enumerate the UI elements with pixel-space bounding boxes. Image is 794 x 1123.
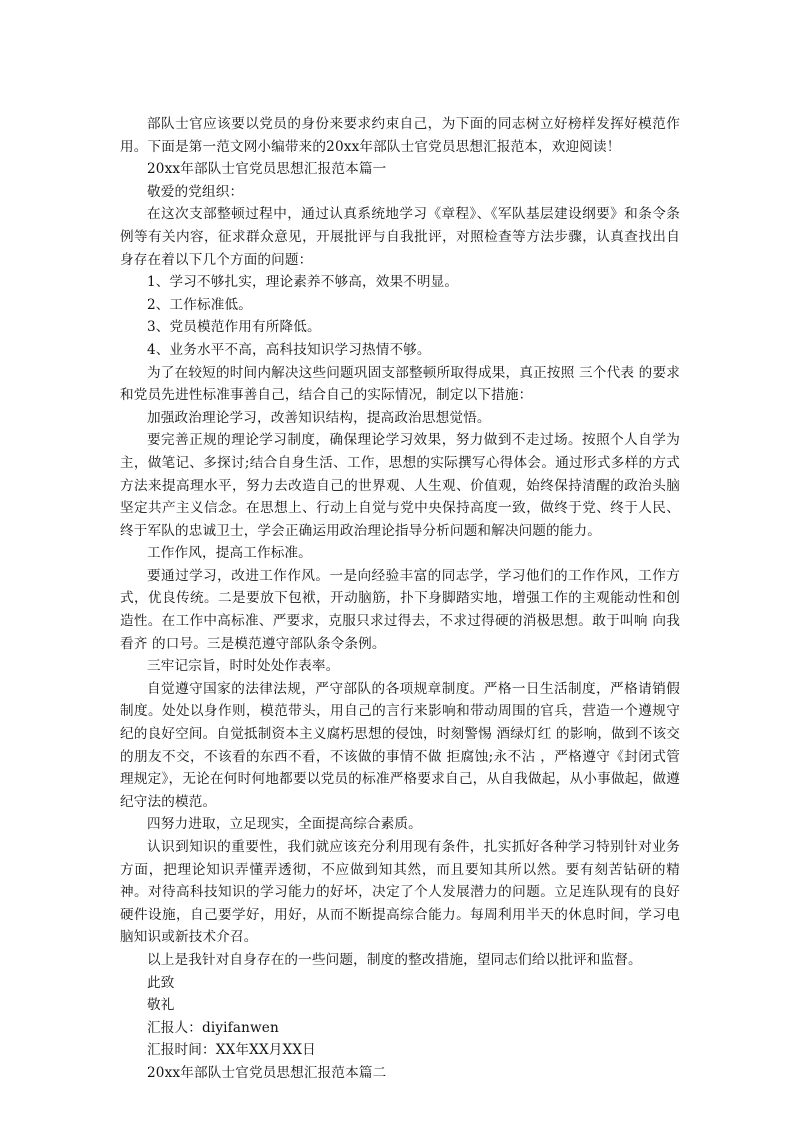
closing-paragraph: 以上是我针对自身存在的一些问题，制度的整改措施，望同志们给以批评和监督。 bbox=[147, 951, 642, 968]
list-item: 1、学习不够扎实，理论素养不够高，效果不明显。 bbox=[147, 274, 459, 291]
body-paragraph: 为了在较短的时间内解决这些问题巩固支部整顿所取得成果，真正按照 三个代表 的要求和党员先进性标准事善自己，结合自己的实际情况，制定以下措施： bbox=[120, 364, 680, 404]
body-paragraph: 在这次支部整顿过程中，通过认真系统地学习《章程》、《军队基层建设纲要》和条令条例等有关内容，征求群众意见，开展批评与自我批评，对照检查等方法步骤，认真查找出自身存在着以下几个方面的问题： bbox=[120, 206, 680, 268]
report-date-line: 汇报时间：XX年XX月XX日 bbox=[147, 1042, 316, 1059]
list-item: 3、党员模范作用有所降低。 bbox=[147, 319, 321, 336]
article-title-1: 20xx年部队士官党员思想汇报范本篇一 bbox=[147, 161, 387, 178]
reporter-line: 汇报人：diyifanwen bbox=[147, 1019, 279, 1036]
salutation: 敬爱的党组织： bbox=[147, 183, 244, 200]
body-paragraph: 要完善正规的理论学习制度，确保理论学习效果，努力做到不走过场。按照个人自学为主，做笔记、多探讨;结合自身生活、工作，思想的实际撰写心得体会。通过形式多样的方式方法来提高理水平，努力去改造自己的世界观、人生观、价值观，始终保持清醒的政治头脑坚定共产主义信念。在思想上、行动上自觉与党中央保持高度一致，做终于党、终于人民、终于军队的忠诚卫士，学会正确运用政治理论指导分析问题和解决问题的能力。 bbox=[120, 432, 680, 539]
section-heading: 四努力进取，立足现实，全面提高综合素质。 bbox=[147, 816, 422, 833]
body-paragraph: 认识到知识的重要性，我们就应该充分利用现有条件，扎实抓好各种学习特别针对业务方面，把理论知识弄懂弄透彻，不应做到知其然，而且要知其所以然。要有刻苦钻研的精神。对待高科技知识的学习能力的好坏，决定了个人发展潜力的问题。立足连队现有的良好硬件设施，自己要学好，用好，从而不断提高综合能力。每周利用半天的休息时间，学习电脑知识或新技术介召。 bbox=[120, 839, 680, 946]
section-heading: 工作作风，提高工作标准。 bbox=[147, 545, 312, 562]
list-item: 2、工作标准低。 bbox=[147, 296, 253, 313]
intro-paragraph: 部队士官应该要以党员的身份来要求约束自己，为下面的同志树立好榜样发挥好模范作用。下面是第一范文网小编带来的20xx年部队士官党员思想汇报范本，欢迎阅读！ bbox=[120, 116, 680, 155]
article-title-2: 20xx年部队士官党员思想汇报范本篇二 bbox=[147, 1064, 387, 1081]
closing-salute: 敬礼 bbox=[147, 997, 175, 1014]
closing-line: 此致 bbox=[147, 974, 175, 991]
body-paragraph: 要通过学习，改进工作作风。一是向经验丰富的同志学，学习他们的工作作风，工作方式，优良传统。二是要放下包袱，开动脑筋，扑下身脚踏实地，增强工作的主观能动性和创造性。在工作中高标准、严要求，克服只求过得去，不求过得硬的消极思想。敢于叫响 向我看齐 的口号。三是模范遵守部队条令条例。 bbox=[120, 567, 680, 652]
body-paragraph: 自觉遵守国家的法律法规，严守部队的各项规章制度。严格一日生活制度，严格请销假制度。处处以身作则，模范带头，用自己的言行来影响和带动周围的官兵，营造一个遵规守纪的良好空间。自觉抵制资本主义腐朽思想的侵蚀，时刻警惕 酒绿灯红 的影响，做到不该交的朋友不交，不该看的东西不看，不该做的事情不做 拒腐蚀;永不沾 ，严格遵守《封闭式管理规定》，无论在何时何地都要以党员的标准严格要求自己，从自我做起，从小事做起，做遵纪守法的模范。 bbox=[120, 680, 680, 810]
section-heading: 三牢记宗旨，时时处处作表率。 bbox=[147, 658, 340, 675]
section-heading: 加强政治理论学习，改善知识结构，提高政治思想觉悟。 bbox=[147, 409, 491, 426]
list-item: 4、业务水平不高，高科技知识学习热情不够。 bbox=[147, 341, 431, 358]
document-body bbox=[120, 113, 680, 1085]
